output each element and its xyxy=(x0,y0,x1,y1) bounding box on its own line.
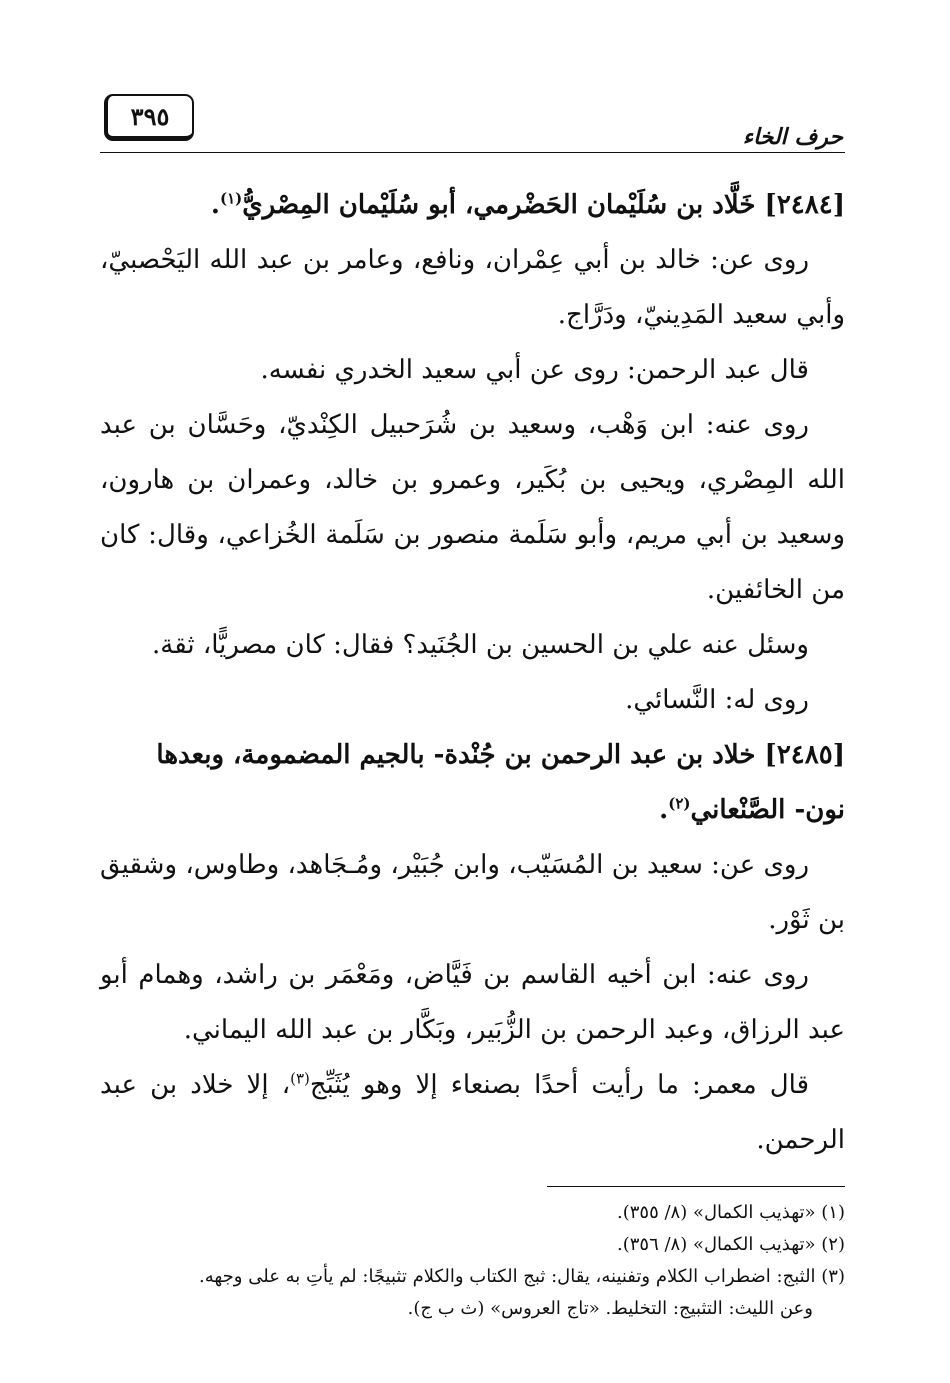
footnote-marker-1: (١) xyxy=(219,189,243,208)
footnote-marker-2: (٢) xyxy=(668,794,691,813)
quote-text-end: ، إلا خلاد بن عبد الرحمن. xyxy=(100,1070,845,1155)
paragraph: روى له: النَّسائي. xyxy=(625,685,809,715)
paragraph: روى عن: خالد بن أبي عِمْران، ونافع، وعامر بن عبد الله اليَحْصبيّ، وأبي سعيد المَدِينيّ، ودَرَّاج. xyxy=(100,245,845,330)
footnote-rule xyxy=(547,1186,845,1187)
paragraph: قال عبد الرحمن: روى عن أبي سعيد الخدري نفسه. xyxy=(260,355,809,385)
header-rule xyxy=(100,152,845,153)
paragraph: وسئل عنه علي بن الحسين بن الجُنَيد؟ فقال: كان مصريًّا، ثقة. xyxy=(151,630,809,660)
page-body xyxy=(100,156,845,1325)
footnote-3-continuation: وعن الليث: التثبيج: التخليط. «تاج العروس» (ث ب ج). xyxy=(407,1298,813,1319)
footnote-marker-3: (٣) xyxy=(290,1069,310,1088)
entry-heading-end: . xyxy=(659,795,669,825)
paragraph xyxy=(100,1058,845,1168)
entry-heading-text: [٢٤٨٤] خَلَّاد بن سُلَيْمان الحَضْرمي، أبو سُلَيْمان المِصْريُّ xyxy=(242,190,845,220)
footnote-3: (٣) الثبج: اضطراب الكلام وتفنينه، يقال: ثبج الكتاب والكلام تثبيجًا: لم يأتِ به على وجهه. xyxy=(199,1266,845,1287)
paragraph: روى عنه: ابن أخيه القاسم بن فَيَّاض، ومَعْمَر بن راشد، وهمام أبو عبد الرزاق، وعبد الرحمن بن الزُّبَير، وبَكَّار بن عبد الله اليماني. xyxy=(100,960,845,1045)
entry-heading-2484 xyxy=(100,178,845,233)
quote-text: قال معمر: ما رأيت أحدًا بصنعاء إلا وهو يُثَبِّج xyxy=(309,1070,809,1100)
footnote-2: (٢) «تهذيب الكمال» (٨/ ٣٥٦). xyxy=(616,1234,845,1255)
entry-heading-2485 xyxy=(100,728,845,838)
page-number: ٣٩٥ xyxy=(104,94,194,141)
page-header xyxy=(100,88,845,156)
footnote-1: (١) «تهذيب الكمال» (٨/ ٣٥٥). xyxy=(616,1202,845,1223)
book-page xyxy=(100,88,845,1318)
entry-heading-text: [٢٤٨٥] خلاد بن عبد الرحمن بن جُنْدة- بالجيم المضمومة، وبعدها نون- الصَّنْعاني xyxy=(156,740,845,825)
running-title: حرف الخاء xyxy=(742,124,843,150)
paragraph: روى عنه: ابن وَهْب، وسعيد بن شُرَحبيل الكِنْديّ، وحَسَّان بن عبد الله المِصْري، ويحيى بن بُكَير، وعمرو بن خالد، وعمران بن هارون، وسعيد بن أبي مريم، وأبو سَلَمة منصور بن سَلَمة الخُزاعي، وقال: كان من الخائفين. xyxy=(100,410,845,605)
paragraph: روى عن: سعيد بن المُسَيّب، وابن جُبَيْر، ومُـجَاهد، وطاوس، وشقيق بن ثَوْر. xyxy=(100,850,845,935)
entry-heading-end: . xyxy=(210,190,220,220)
